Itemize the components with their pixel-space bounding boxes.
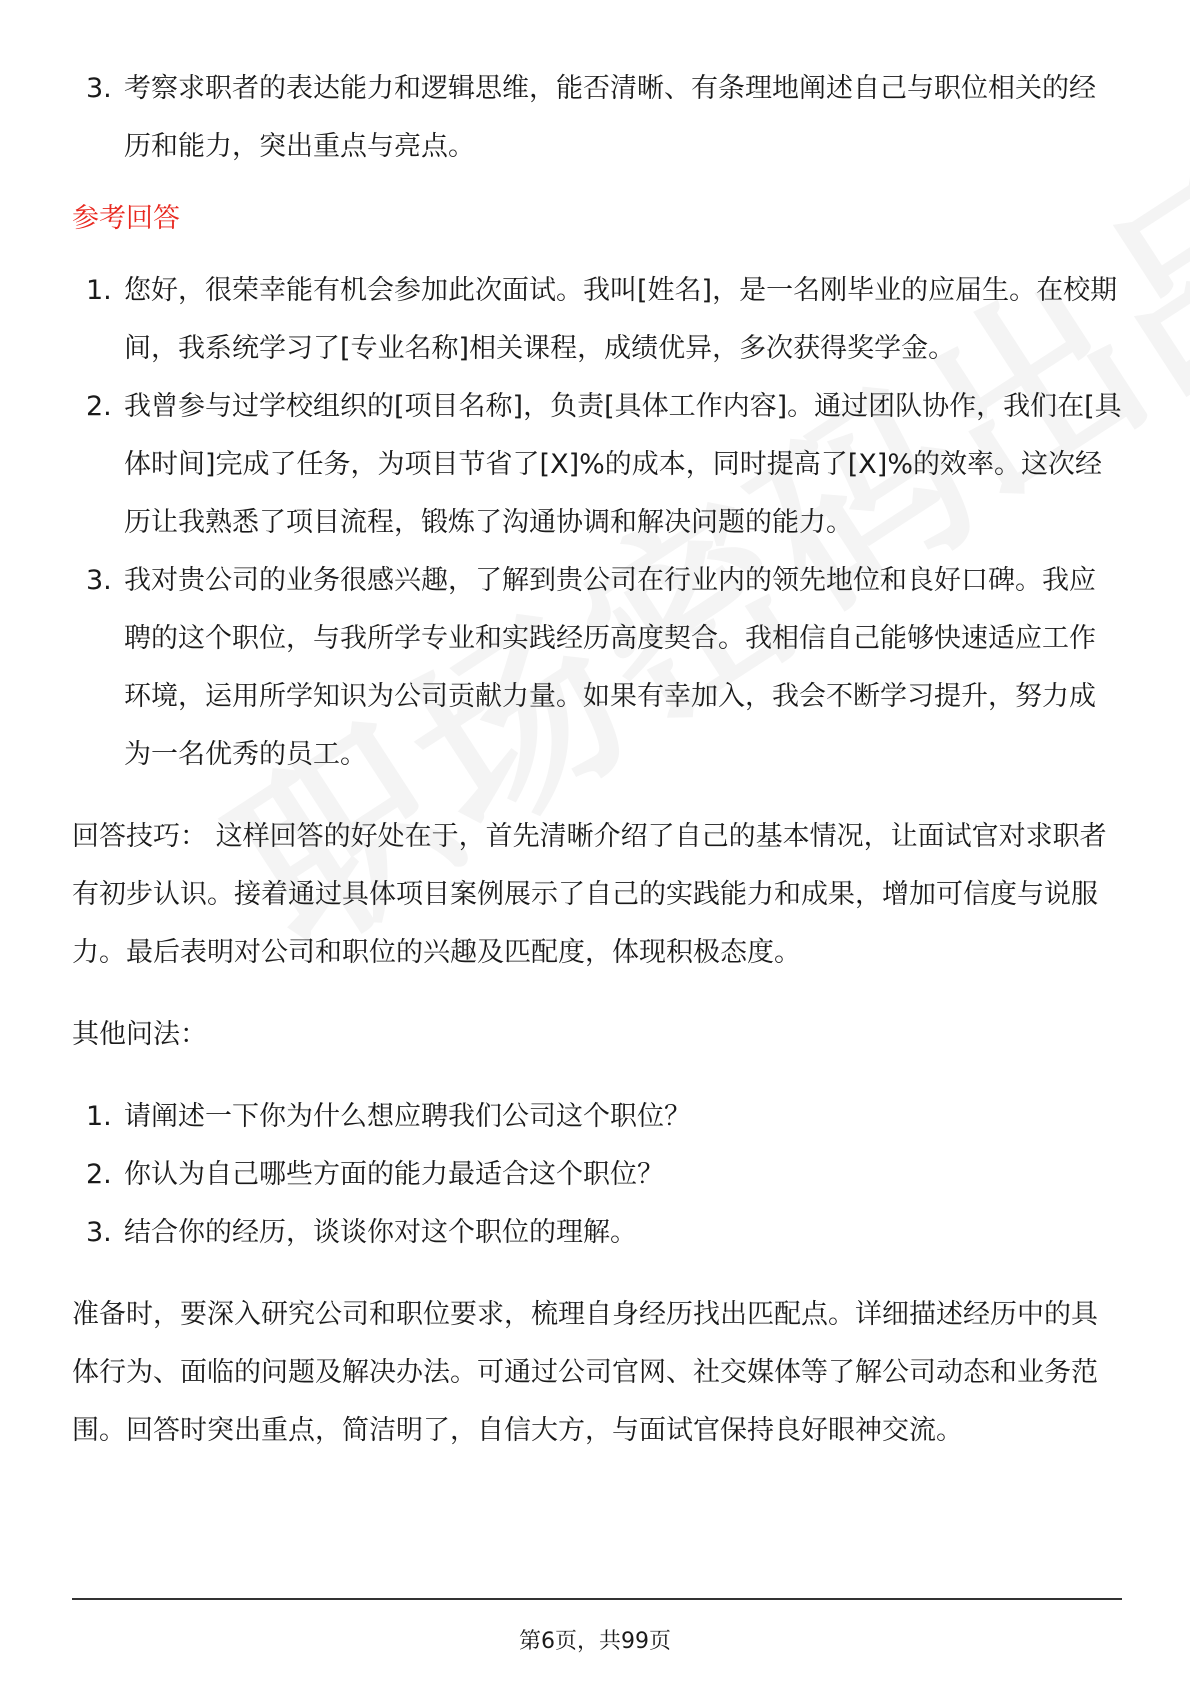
list-item-text: 我曾参与过学校组织的[项目名称]，负责[具体工作内容]。通过团队协作，我们在[具体时间]完成了任务，为项目节省了[X]%的成本，同时提高了[X]%的效率。这次经历让我熟悉了项目流程，锻炼了沟通协调和解决问题的能力。 — [124, 391, 1122, 538]
list-item — [72, 1204, 1122, 1262]
list-item-text: 考察求职者的表达能力和逻辑思维，能否清晰、有条理地阐述自己与职位相关的经历和能力，突出重点与亮点。 — [124, 73, 1096, 162]
list-number: 1. — [86, 1101, 112, 1132]
list-number: 2. — [86, 391, 112, 422]
document-body — [72, 60, 1122, 1460]
list-number: 3. — [86, 73, 112, 104]
answer-tips-paragraph: 回答技巧： 这样回答的好处在于，首先清晰介绍了自己的基本情况，让面试官对求职者有初步认识。接着通过具体项目案例展示了自己的实践能力和成果，增加可信度与说服力。最后表明对公司和职位的兴趣及匹配度，体现积极态度。 — [72, 821, 1107, 968]
intro-list — [72, 60, 1122, 176]
list-item — [72, 1088, 1122, 1146]
list-item-text: 结合你的经历，谈谈你对这个职位的理解。 — [124, 1217, 637, 1248]
preparation-paragraph: 准备时，要深入研究公司和职位要求，梳理自身经历找出匹配点。详细描述经历中的具体行为、面临的问题及解决办法。可通过公司官网、社交媒体等了解公司动态和业务范围。回答时突出重点，简洁明了，自信大方，与面试官保持良好眼神交流。 — [72, 1299, 1098, 1446]
list-item-text: 请阐述一下你为什么想应聘我们公司这个职位？ — [124, 1101, 691, 1132]
list-number: 1. — [86, 275, 112, 306]
list-number: 3. — [86, 565, 112, 596]
other-questions-heading: 其他问法： — [72, 1019, 207, 1050]
list-item — [72, 262, 1122, 378]
list-number: 2. — [86, 1159, 112, 1190]
list-item — [72, 378, 1122, 552]
reference-answer-list — [72, 262, 1122, 784]
list-item-text: 我对贵公司的业务很感兴趣，了解到贵公司在行业内的领先地位和良好口碑。我应聘的这个职位，与我所学专业和实践经历高度契合。我相信自己能够快速适应工作环境，运用所学知识为公司贡献力量。如果有幸加入，我会不断学习提升，努力成为一名优秀的员工。 — [124, 565, 1096, 770]
other-questions-list — [72, 1088, 1122, 1262]
list-item-text: 你认为自己哪些方面的能力最适合这个职位？ — [124, 1159, 664, 1190]
list-item — [72, 1146, 1122, 1204]
list-item — [72, 552, 1122, 784]
list-number: 3. — [86, 1217, 112, 1248]
reference-answer-heading: 参考回答 — [72, 203, 180, 234]
list-item-text: 您好，很荣幸能有机会参加此次面试。我叫[姓名]，是一名刚毕业的应届生。在校期间，我系统学习了[专业名称]相关课程，成绩优异，多次获得奖学金。 — [124, 275, 1118, 364]
page-number: 第6页，共99页 — [519, 1629, 671, 1654]
list-item — [72, 60, 1122, 176]
footer-divider — [72, 1598, 1122, 1600]
